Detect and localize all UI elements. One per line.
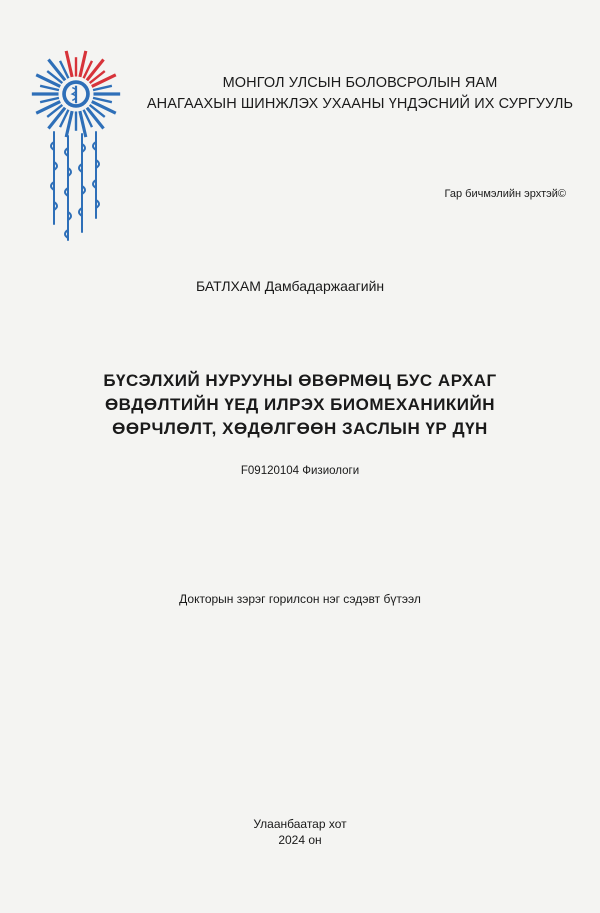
- emblem-ray: [40, 98, 59, 102]
- emblem-ray: [92, 102, 116, 114]
- university-name: АНАГААХЫН ШИНЖЛЭХ УХААНЫ ҮНДЭСНИЙ ИХ СУРГУУЛЬ: [146, 96, 574, 112]
- mongolian-script-name-icon: [44, 128, 110, 246]
- city: Улаанбаатар хот: [253, 817, 347, 831]
- emblem-ray: [93, 86, 112, 90]
- author-name: БАТЛХАМ Дамбадаржаагийн: [196, 278, 385, 294]
- thesis-title-line-1: БҮСЭЛХИЙ НУРУУНЫ ӨВӨРМӨЦ БУС АРХАГ: [103, 371, 497, 390]
- emblem-ray: [36, 75, 60, 87]
- thesis-title-line-3: ӨӨРЧЛӨЛТ, ХӨДӨЛГӨӨН ЗАСЛЫН ҮР ДҮН: [112, 419, 488, 438]
- emblem-ray: [93, 98, 112, 102]
- university-emblem-icon: [30, 48, 122, 140]
- year: 2024 он: [278, 833, 322, 847]
- thesis-title-line-2: ӨВДӨЛТИЙН ҮЕД ИЛРЭХ БИОМЕХАНИКИЙН: [104, 395, 496, 414]
- copyright-notice: Гар бичмэлийн эрхтэй©: [444, 188, 566, 200]
- emblem-ray: [92, 75, 116, 87]
- ministry-name: МОНГОЛ УЛСЫН БОЛОВСРОЛЫН ЯАМ: [222, 75, 498, 91]
- specialty-code: F09120104 Физиологи: [240, 465, 360, 477]
- degree-statement: Докторын зэрэг горилсон нэг сэдэвт бүтээл: [179, 592, 421, 606]
- emblem-ray: [40, 86, 59, 90]
- emblem-ray: [36, 102, 60, 114]
